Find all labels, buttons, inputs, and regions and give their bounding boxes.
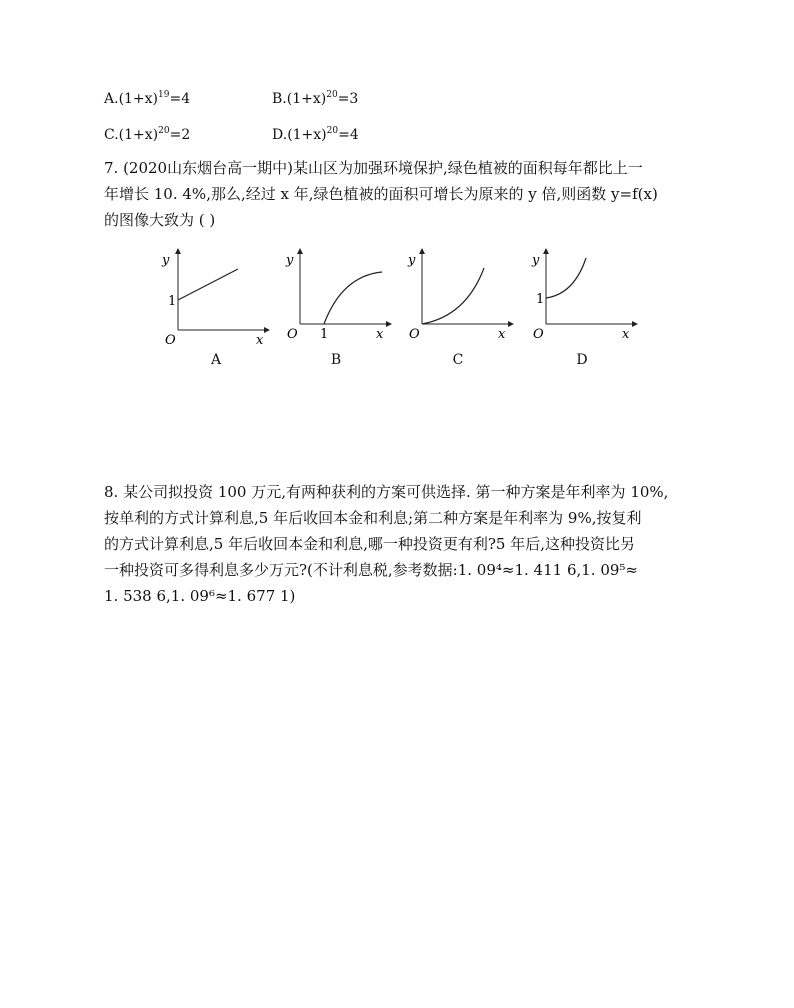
y-label: y <box>162 253 170 268</box>
x-label: x <box>256 333 264 348</box>
option-a <box>104 90 190 107</box>
tick-label: 1 <box>168 294 177 309</box>
option-base: (1+x) <box>118 127 159 143</box>
x-label: x <box>376 327 384 342</box>
y-axis-arrow-icon <box>297 248 303 254</box>
q8-line-1: 8. 某公司拟投资 100 万元,有两种获利的方案可供选择. 第一种方案是年利率为 10%, <box>104 483 669 501</box>
y-label: y <box>286 253 294 268</box>
y-axis-arrow-icon <box>543 248 549 254</box>
x-label: x <box>622 327 630 342</box>
graph-c-svg <box>404 244 516 368</box>
option-label: D. <box>272 127 288 143</box>
q8-line-5: 1. 538 6,1. 09⁶≈1. 677 1) <box>104 587 296 605</box>
option-rhs: =4 <box>338 127 359 143</box>
y-label: y <box>408 253 416 268</box>
option-exponent: 20 <box>326 90 338 100</box>
curve <box>546 258 586 298</box>
origin-label: O <box>287 327 298 342</box>
q7-line-3: 的图像大致为 ( ) <box>104 211 216 229</box>
option-label: B. <box>272 91 287 107</box>
option-rhs: =2 <box>169 127 191 143</box>
x-axis-arrow-icon <box>632 321 638 327</box>
graph-d <box>528 244 640 368</box>
graph-b <box>282 244 394 368</box>
origin-label: O <box>409 327 420 342</box>
origin-label: O <box>165 333 176 348</box>
q7-line-1: 7. (2020山东烟台高一期中)某山区为加强环境保护,绿色植被的面积每年都比上一 <box>104 159 643 177</box>
q7-line-2: 年增长 10. 4%,那么,经过 x 年,绿色植被的面积可增长为原来的 y 倍,则函数 y=f(x) <box>104 185 658 203</box>
option-label: A. <box>104 91 119 107</box>
graph-c-caption: C <box>452 352 464 368</box>
graph-a <box>160 244 272 368</box>
q8-line-4: 一种投资可多得利息多少万元?(不计利息税,参考数据:1. 09⁴≈1. 411 6,1. 09⁵≈ <box>104 561 639 579</box>
option-exponent: 20 <box>158 126 170 136</box>
x-label: x <box>498 327 506 342</box>
graph-d-svg <box>528 244 640 368</box>
option-exponent: 19 <box>158 90 170 100</box>
option-exponent: 20 <box>326 126 339 136</box>
tick-label: 1 <box>536 292 545 307</box>
curve <box>422 268 484 324</box>
x-axis-arrow-icon <box>386 321 392 327</box>
q8-line-2: 按单利的方式计算利息,5 年后收回本金和利息;第二种方案是年利率为 9%,按复利 <box>104 509 642 527</box>
option-label: C. <box>104 127 119 143</box>
option-base: (1+x) <box>118 91 159 107</box>
y-axis-arrow-icon <box>175 248 181 254</box>
graph-c <box>404 244 516 368</box>
curve <box>324 272 382 324</box>
graph-b-caption: B <box>330 352 342 368</box>
q8-line-3: 的方式计算利息,5 年后收回本金和利息,哪一种投资更有利?5 年后,这种投资比另 <box>104 535 635 553</box>
x-axis-arrow-icon <box>264 327 270 333</box>
option-rhs: =4 <box>169 91 191 107</box>
option-d <box>272 126 359 143</box>
tick-label: 1 <box>320 327 329 342</box>
option-b <box>272 90 358 107</box>
option-c <box>104 126 190 143</box>
option-base: (1+x) <box>286 91 327 107</box>
option-base: (1+x) <box>287 127 327 143</box>
graph-d-caption: D <box>576 352 588 368</box>
graph-b-svg <box>282 244 394 368</box>
x-axis-arrow-icon <box>508 321 514 327</box>
graph-a-svg <box>160 244 272 368</box>
y-axis-arrow-icon <box>419 248 425 254</box>
origin-label: O <box>533 327 544 342</box>
curve <box>178 269 238 300</box>
option-rhs: =3 <box>337 91 359 107</box>
graph-a-caption: A <box>210 352 222 368</box>
y-label: y <box>532 253 540 268</box>
